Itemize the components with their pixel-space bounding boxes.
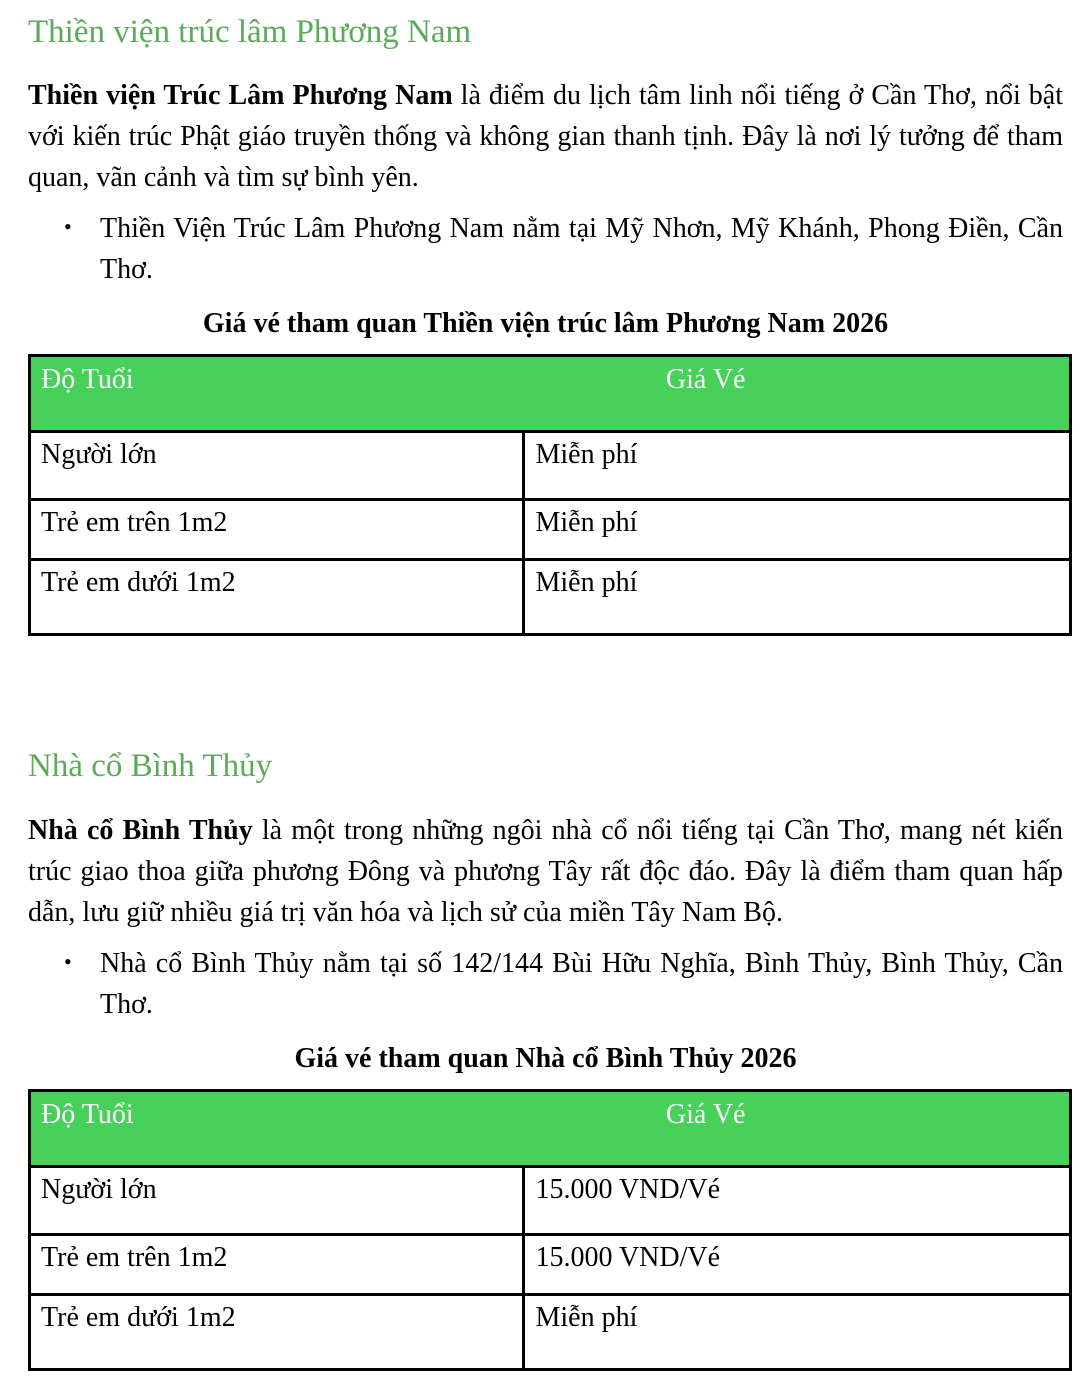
cell-age-group: Người lớn xyxy=(30,432,524,500)
bullet-icon: • xyxy=(64,948,72,974)
location-list-thien-vien xyxy=(28,208,1063,290)
table-row xyxy=(30,1166,1071,1234)
intro-bold-text: Thiền viện Trúc Lâm Phương Nam xyxy=(28,80,453,112)
intro-rest-text: là điểm du lịch tâm linh nổi tiếng ở Cần Thơ, nổi bật với kiến trúc Phật giáo truyền thống và không gian thanh tịnh. Đây là nơi lý tưởng để tham quan, vãn cảnh và tìm sự bình yên. xyxy=(28,80,1063,194)
table-row xyxy=(30,560,1071,635)
cell-age-group: Trẻ em dưới 1m2 xyxy=(30,560,524,635)
table-header-cell xyxy=(30,356,1071,432)
table-title-nha-co: Giá vé tham quan Nhà cổ Bình Thủy 2026 xyxy=(294,1042,797,1074)
table-header-cell xyxy=(30,1090,1071,1166)
intro-paragraph-nha-co xyxy=(28,810,1063,933)
column-header-do-tuoi: Độ Tuổi xyxy=(41,1098,134,1130)
table-row xyxy=(30,432,1071,500)
location-text: Thiền Viện Trúc Lâm Phương Nam nằm tại Mỹ Nhơn, Mỹ Khánh, Phong Điền, Cần Thơ. xyxy=(100,213,1063,286)
intro-paragraph-thien-vien xyxy=(28,75,1063,198)
cell-age-group: Trẻ em trên 1m2 xyxy=(30,1234,524,1294)
price-table-thien-vien xyxy=(28,354,1072,636)
cell-price: Miễn phí xyxy=(524,560,1071,635)
intro-rest-text: là một trong những ngôi nhà cổ nổi tiếng tại Cần Thơ, mang nét kiến trúc giao thoa giữa phương Đông và phương Tây rất độc đáo. Đây là điểm tham quan hấp dẫn, lưu giữ nhiều giá trị văn hóa và lịch sử của miền Tây Nam Bộ. xyxy=(28,814,1063,928)
table-title-thien-vien: Giá vé tham quan Thiền viện trúc lâm Phương Nam 2026 xyxy=(202,308,889,340)
cell-age-group: Trẻ em dưới 1m2 xyxy=(30,1294,524,1369)
cell-age-group: Trẻ em trên 1m2 xyxy=(30,500,524,560)
table-row xyxy=(30,1234,1071,1294)
cell-price: 15.000 VND/Vé xyxy=(524,1234,1071,1294)
section-heading-nha-co: Nhà cổ Bình Thủy xyxy=(28,748,273,785)
list-item xyxy=(64,943,1063,1025)
list-item xyxy=(64,208,1063,290)
price-table-nha-co xyxy=(28,1089,1072,1371)
location-list-nha-co xyxy=(28,943,1063,1025)
column-header-gia-ve: Giá Vé xyxy=(665,1098,746,1130)
column-header-gia-ve: Giá Vé xyxy=(665,364,746,396)
table-header-row xyxy=(30,356,1071,432)
column-header-do-tuoi: Độ Tuổi xyxy=(41,364,134,396)
section-heading-thien-vien: Thiền viện trúc lâm Phương Nam xyxy=(28,14,472,50)
intro-bold-text: Nhà cổ Bình Thủy xyxy=(28,814,253,846)
cell-price: Miễn phí xyxy=(524,432,1071,500)
cell-age-group: Người lớn xyxy=(30,1166,524,1234)
bullet-icon: • xyxy=(64,214,72,240)
table-row xyxy=(30,1294,1071,1369)
cell-price: 15.000 VND/Vé xyxy=(524,1166,1071,1234)
cell-price: Miễn phí xyxy=(524,1294,1071,1369)
cell-price: Miễn phí xyxy=(524,500,1071,560)
table-header-row xyxy=(30,1090,1071,1166)
table-row xyxy=(30,500,1071,560)
location-text: Nhà cổ Bình Thủy nằm tại số 142/144 Bùi Hữu Nghĩa, Bình Thủy, Bình Thủy, Cần Thơ. xyxy=(100,947,1063,1020)
